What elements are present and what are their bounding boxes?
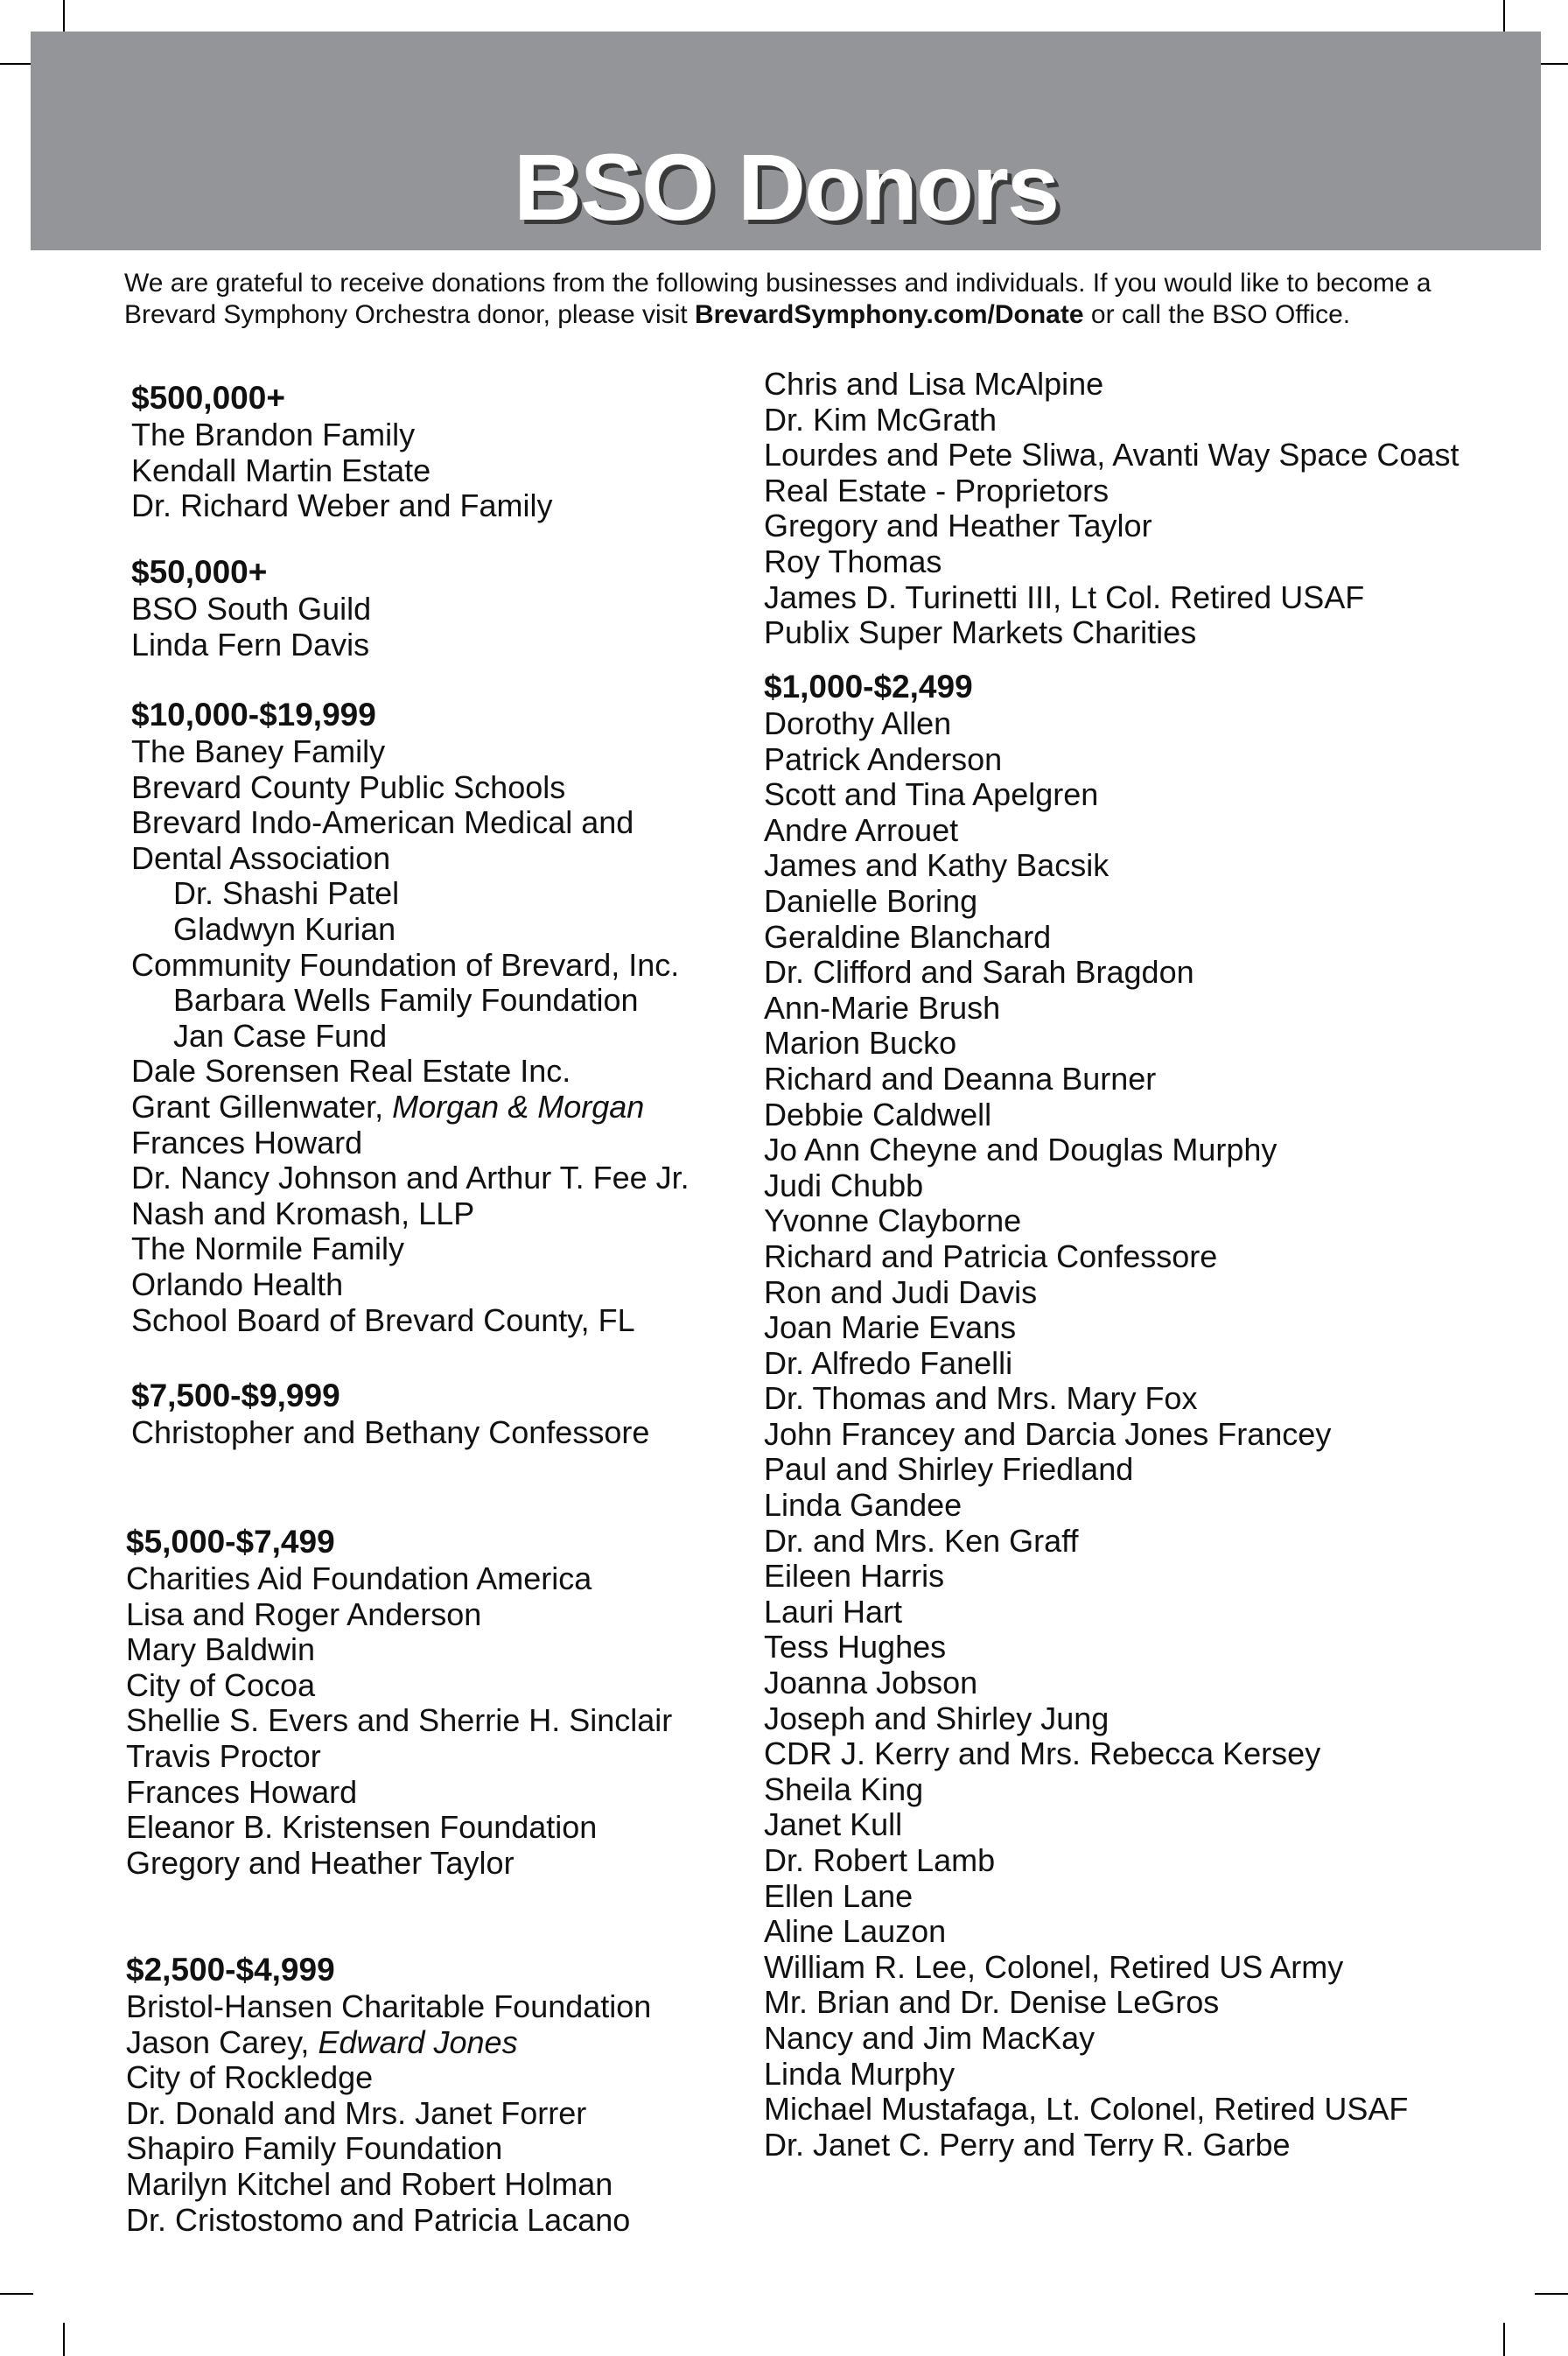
crop-mark [1503,0,1505,33]
donor-name-sub: Gladwyn Kurian [173,910,396,947]
intro-text-end: or call the BSO Office. [1083,300,1351,329]
donor-name: James D. Turinetti III, Lt Col. Retired USAF [764,578,1365,615]
donor-name: Joan Marie Evans [764,1309,1017,1346]
donor-column-right [764,367,1459,651]
donor-column-left [126,1951,651,2238]
donor-column-right [764,668,1408,2163]
donor-name: City of Rockledge [126,2059,374,2096]
donor-name: Joanna Jobson [764,1665,978,1701]
donor-name: The Brandon Family [131,417,416,452]
donor-name-sub: Jan Case Fund [173,1017,388,1054]
donor-name: Chris and Lisa McAlpine [764,366,1104,402]
crop-mark [0,63,33,65]
tier-heading: $7,500-$9,999 [131,1378,340,1413]
donor-name: Richard and Deanna Burner [764,1060,1157,1097]
donor-name: Dr. Clifford and Sarah Bragdon [764,954,1194,991]
tier-heading: $5,000-$7,499 [126,1524,335,1560]
donor-name-text: Grant Gillenwater, [131,1088,393,1125]
donor-name: Frances Howard [126,1773,358,1810]
donor-name: Dr. Janet C. Perry and Terry R. Garbe [764,2126,1291,2163]
donor-name: Mr. Brian and Dr. Denise LeGros [764,1984,1220,2021]
donor-name: The Normile Family [131,1231,405,1267]
donor-name: Sheila King [764,1771,924,1807]
donor-name: Eleanor B. Kristensen Foundation [126,1809,598,1846]
donor-name: The Baney Family [131,733,386,769]
donor-name: James and Kathy Bacsik [764,847,1110,884]
donor-name-text: Jason Carey, [126,2023,318,2060]
intro-paragraph [124,268,1463,331]
title-banner [31,32,1541,250]
donor-name: Christopher and Bethany Confessore [131,1414,650,1450]
donor-name: Dr. Nancy Johnson and Arthur T. Fee Jr. [131,1160,690,1196]
donor-name: Nash and Kromash, LLP [131,1195,475,1231]
donor-name: Jo Ann Cheyne and Douglas Murphy [764,1132,1278,1168]
donor-name: Andre Arrouet [764,811,959,848]
donor-name: Travis Proctor [126,1737,321,1774]
donor-name: Gregory and Heather Taylor [764,508,1152,544]
donate-link[interactable]: BrevardSymphony.com/Donate [694,300,1084,329]
donor-name: Publix Super Markets Charities [764,614,1197,651]
donor-name: Gregory and Heather Taylor [126,1844,514,1881]
donor-name-sub: Dr. Shashi Patel [173,875,400,912]
donor-name: Danielle Boring [764,882,978,919]
donor-name: BSO South Guild [131,591,372,627]
crop-mark [63,2323,65,2356]
donor-name: Paul and Shirley Friedland [764,1451,1134,1488]
crop-mark [1535,2293,1568,2295]
donor-name: Dr. Kim McGrath [764,401,998,438]
donor-name: Scott and Tina Apelgren [764,776,1099,813]
donor-column-left [126,1523,672,1881]
donor-column-left [131,696,690,1338]
donor-name: Dr. Cristostomo and Patricia Lacano [126,2201,631,2238]
donor-name: Ann-Marie Brush [764,989,1001,1026]
donor-name: Richard and Patricia Confessore [764,1238,1218,1274]
donor-name: Michael Mustafaga, Lt. Colonel, Retired USAF [764,2091,1409,2128]
donor-name: Lauri Hart [764,1593,903,1630]
crop-mark [1503,2323,1505,2356]
donor-name: Bristol-Hansen Charitable Foundation [126,1988,652,2024]
donor-name: John Francey and Darcia Jones Francey [764,1415,1332,1452]
tier-heading: $2,500-$4,999 [126,1952,335,1988]
donor-name: Roy Thomas [764,543,942,579]
donor-name: Geraldine Blanchard [764,918,1052,955]
donor-name: School Board of Brevard County, FL [131,1301,635,1338]
donor-name: Shapiro Family Foundation [126,2130,503,2167]
donor-name [131,1090,690,1125]
donor-name: Dale Sorensen Real Estate Inc. [131,1053,571,1090]
tier-heading: $1,000-$2,499 [764,669,973,705]
donor-affiliation: Morgan & Morgan [392,1088,645,1125]
crop-mark [0,2293,33,2295]
crop-mark [63,0,65,33]
donor-name: Marilyn Kitchel and Robert Holman [126,2165,613,2202]
donor-name: Dr. Alfredo Fanelli [764,1344,1013,1381]
tier-heading: $10,000-$19,999 [131,697,376,733]
donor-name-sub: Barbara Wells Family Foundation [173,982,639,1019]
donor-name: Real Estate - Proprietors [764,472,1110,508]
donor-name: Linda Fern Davis [131,626,370,663]
donor-name: Linda Gandee [764,1487,962,1524]
donor-name: William R. Lee, Colonel, Retired US Army [764,1948,1344,1985]
donor-name: Dr. Robert Lamb [764,1842,996,1878]
donor-name [126,2025,651,2061]
donor-affiliation: Edward Jones [318,2023,518,2060]
donor-name: Dr. Richard Weber and Family [131,487,553,524]
page-title: BSO Donors [513,134,1059,240]
donor-name: Patrick Anderson [764,740,1003,777]
donor-name: Lourdes and Pete Sliwa, Avanti Way Space Coast [764,437,1460,473]
donor-name: City of Cocoa [126,1666,316,1703]
tier-heading: $50,000+ [131,554,268,590]
donor-name: Orlando Health [131,1266,344,1302]
donor-name: Janet Kull [764,1806,903,1843]
donor-name: Frances Howard [131,1124,363,1160]
donor-name: Mary Baldwin [126,1631,316,1668]
donor-name: CDR J. Kerry and Mrs. Rebecca Kersey [764,1735,1321,1772]
donor-name: Brevard Indo-American Medical and [131,804,634,841]
donor-name: Ron and Judi Davis [764,1273,1038,1310]
donor-name: Ellen Lane [764,1877,914,1914]
donor-name: Dr. and Mrs. Ken Graff [764,1522,1079,1559]
donor-name: Aline Lauzon [764,1913,947,1950]
donor-name: Dorothy Allen [764,705,952,741]
donor-name: Kendall Martin Estate [131,452,431,488]
donor-name: Nancy and Jim MacKay [764,2019,1096,2056]
donor-column-left [131,379,553,524]
donor-name: Charities Aid Foundation America [126,1560,592,1596]
donor-name: Judi Chubb [764,1167,924,1203]
donor-name: Eileen Harris [764,1558,945,1595]
intro-text: We are grateful to receive donations from the following businesses and individuals. If you would like to become a Brevard Symphony Orchestra donor, please visit [124,269,1432,329]
donor-name: Marion Bucko [764,1025,957,1062]
donor-name: Brevard County Public Schools [131,768,566,805]
donor-name: Lisa and Roger Anderson [126,1595,482,1632]
donor-column-left [131,553,371,663]
donor-name: Joseph and Shirley Jung [764,1700,1110,1736]
donor-name: Tess Hughes [764,1629,947,1665]
donor-name: Shellie S. Evers and Sherrie H. Sinclair [126,1702,673,1739]
donor-name: Dental Association [131,839,391,876]
donor-name: Debbie Caldwell [764,1096,992,1132]
donor-name: Community Foundation of Brevard, Inc. [131,946,680,983]
donor-name: Yvonne Clayborne [764,1203,1022,1239]
donor-name: Linda Murphy [764,2055,956,2092]
donor-name: Dr. Donald and Mrs. Janet Forrer [126,2094,587,2131]
donor-name: Dr. Thomas and Mrs. Mary Fox [764,1380,1198,1417]
tier-heading: $500,000+ [131,380,285,416]
donor-column-left [131,1377,649,1451]
